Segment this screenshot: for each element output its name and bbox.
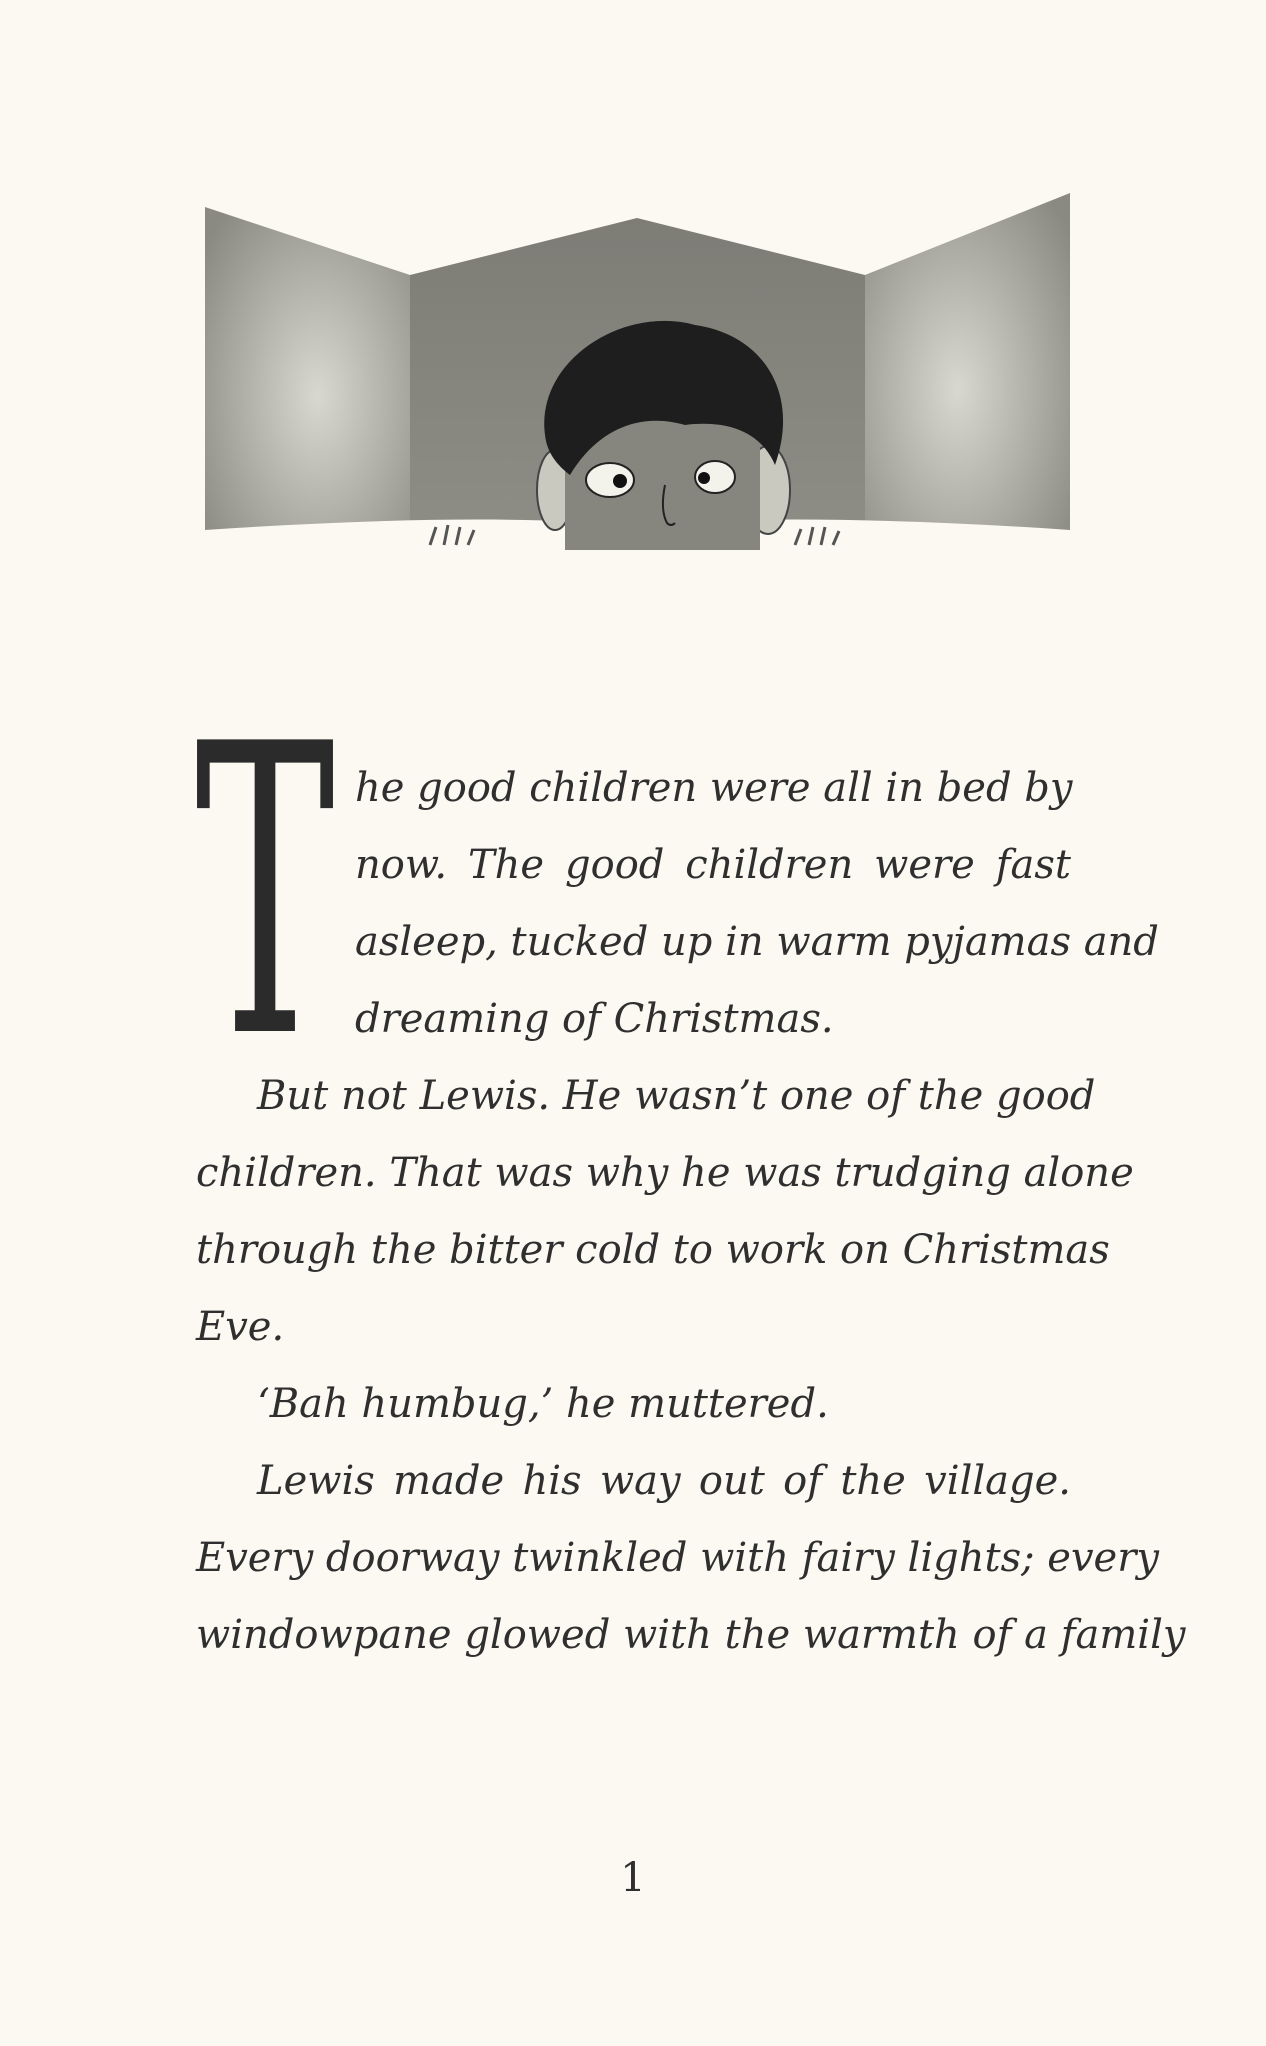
paragraph4-line-1-text: Lewis made his way out of the village. — [257, 1458, 1071, 1504]
paragraph1-line-3-text: asleep, tucked up in warm pyjamas and — [355, 919, 1159, 965]
paragraph2-line-3 — [196, 1227, 1110, 1304]
paragraph4-line-3 — [196, 1612, 1186, 1689]
boy-peeking-illustration — [205, 185, 1070, 550]
paragraph2-line-1 — [257, 1073, 1096, 1150]
paragraph3-line-1 — [257, 1381, 1071, 1458]
left-pupil-shape — [613, 474, 627, 488]
paragraph1-line-1 — [355, 765, 1071, 842]
right-pupil-shape — [698, 472, 710, 484]
paragraph3-text: ‘Bah humbug,’ he muttered. — [257, 1381, 829, 1427]
paragraph4-line-3-text: windowpane glowed with the warmth of a family — [196, 1612, 1186, 1658]
drop-cap — [190, 661, 340, 1126]
right-wall-shape — [865, 193, 1070, 550]
paragraph4-line-2-text: Every doorway twinkled with fairy lights; every — [196, 1535, 1159, 1581]
paragraph1-line-4-text: dreaming of Christmas. — [355, 996, 834, 1042]
paragraph1-line-3 — [355, 919, 1159, 996]
paragraph1-line-4 — [355, 996, 1071, 1073]
paragraph2-line-2 — [196, 1150, 1134, 1227]
left-wall-shape — [205, 207, 410, 550]
page-number: 1 — [620, 1855, 646, 1901]
paragraph2-line-3-text: through the bitter cold to work on Christmas — [196, 1227, 1110, 1273]
paragraph2-line-4 — [196, 1304, 1071, 1381]
paragraph4-line-2 — [196, 1535, 1159, 1612]
paragraph2-line-4-text: Eve. — [196, 1304, 285, 1350]
paragraph1-line-1-text: he good children were all in bed by — [355, 765, 1073, 811]
illustration-svg — [205, 185, 1070, 550]
paragraph2-line-1-text: But not Lewis. He wasn’t one of the good — [257, 1073, 1096, 1119]
paragraph2-line-2-text: children. That was why he was trudging alone — [196, 1150, 1134, 1196]
paragraph4-line-1 — [257, 1458, 1071, 1535]
paragraph1-line-2 — [355, 842, 1071, 919]
paragraph1-line-2-text: now. The good children were fast — [355, 842, 1071, 888]
drop-cap-letter: T — [195, 661, 337, 1126]
